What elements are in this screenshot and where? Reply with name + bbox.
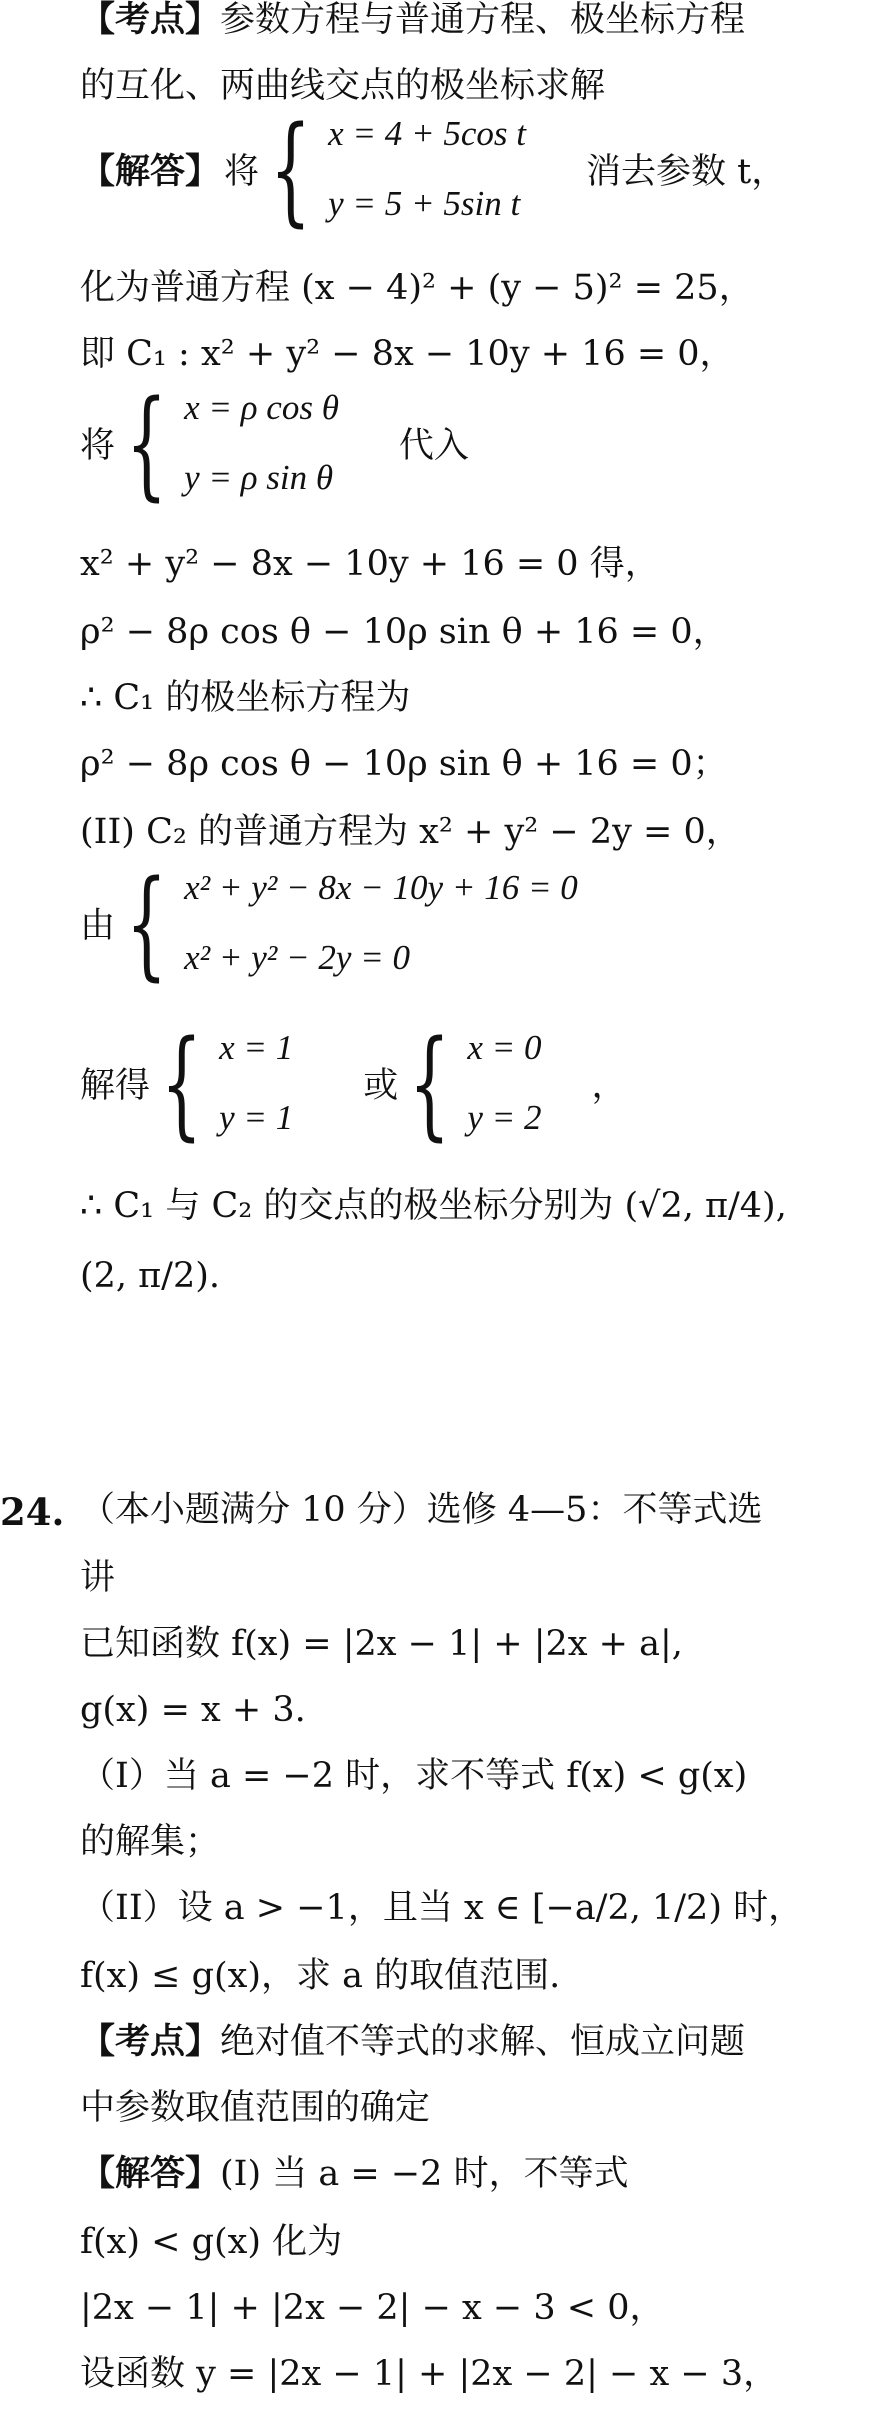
- sys-eq-2: x² + y² − 2y = 0: [184, 938, 411, 977]
- given-function-g: g(x) = x + 3.: [80, 1690, 306, 1730]
- sub-eq-y: y = ρ sin θ: [184, 458, 334, 497]
- jieda-24-line-3: |2x − 1| + |2x − 2| − x − 3 < 0，: [80, 2288, 665, 2328]
- question-number: 24.: [0, 1490, 65, 1534]
- kaodian-tag: 【考点】: [80, 0, 221, 40]
- jieda-24-tag: 【解答】: [80, 2153, 221, 2194]
- part-two-2: f(x) ≤ g(x)，求 a 的取值范围.: [80, 1956, 561, 1996]
- sys-eq-1: x² + y² − 8x − 10y + 16 = 0: [184, 868, 578, 907]
- rho-equation-line-2: ρ² − 8ρ cos θ − 10ρ sin θ + 16 = 0；: [80, 744, 728, 784]
- substitute-text: 代入: [398, 426, 469, 466]
- substitution-system: [80, 374, 469, 512]
- part-one-2: 的解集；: [80, 1822, 221, 1862]
- jieda-24-text: (I) 当 a = −2 时，不等式: [220, 2154, 629, 2194]
- or-word: 或: [363, 1066, 399, 1106]
- sol-a-x: x = 1: [219, 1028, 294, 1067]
- param-equations: [328, 114, 526, 224]
- left-brace-icon: {: [160, 1014, 203, 1152]
- intersection-line-2: (2, π/2).: [80, 1256, 221, 1296]
- substitution-word: 将: [80, 426, 116, 466]
- param-eq-y: y = 5 + 5sin t: [328, 184, 521, 223]
- normal-equation-line: 化为普通方程 (x − 4)² + (y − 5)² = 25，: [80, 268, 754, 308]
- given-function-f: 已知函数 f(x) = |2x − 1| + |2x + a|,: [80, 1624, 683, 1664]
- sol-a-y: y = 1: [219, 1098, 294, 1137]
- intersection-equations: [184, 868, 578, 978]
- you-word: 由: [80, 906, 116, 946]
- left-brace-icon: {: [409, 1014, 451, 1152]
- solve-word: 解得: [80, 1066, 151, 1106]
- jieda-24-line: [80, 2154, 863, 2194]
- left-brace-icon: {: [125, 854, 168, 992]
- jieda-word: 将: [224, 152, 260, 192]
- c1-equation-line: 即 C₁ : x² + y² − 8x − 10y + 16 = 0，: [80, 334, 735, 374]
- rho-equation-line: ρ² − 8ρ cos θ − 10ρ sin θ + 16 = 0，: [80, 612, 728, 652]
- sub-eq-x: x = ρ cos θ: [184, 388, 339, 427]
- kaodian-24-line: [80, 2022, 863, 2062]
- sol-b-x: x = 0: [467, 1028, 542, 1067]
- kaodian-line: [80, 0, 863, 40]
- jieda-24-line-2: f(x) < g(x) 化为: [80, 2222, 343, 2262]
- kaodian-24-text: 绝对值不等式的求解、恒成立问题: [220, 2022, 746, 2062]
- substitution-equations: [184, 388, 339, 498]
- c2-line: (II) C₂ 的普通方程为 x² + y² − 2y = 0，: [80, 812, 741, 852]
- solution-comma: ，: [591, 1066, 627, 1106]
- sol-b-y: y = 2: [467, 1098, 542, 1137]
- eliminate-text: 消去参数 t，: [586, 152, 787, 192]
- left-brace-icon: {: [125, 374, 168, 512]
- solution-system: [80, 1014, 627, 1152]
- kaodian-24-line-2: 中参数取值范围的确定: [80, 2088, 431, 2128]
- param-system: [80, 100, 787, 238]
- solution-b: [467, 1028, 541, 1138]
- param-eq-x: x = 4 + 5cos t: [328, 114, 527, 153]
- part-one: （I）当 a = −2 时，求不等式 f(x) < g(x): [80, 1756, 748, 1796]
- intersection-system: [80, 854, 578, 992]
- jieda-24-line-4: 设函数 y = |2x − 1| + |2x − 2| − x − 3，: [80, 2354, 779, 2394]
- kaodian-line-2: 的互化、两曲线交点的极坐标求解: [80, 66, 606, 106]
- kaodian-24-tag: 【考点】: [80, 2021, 221, 2062]
- solution-a: [219, 1028, 293, 1138]
- jieda-tag: 【解答】: [80, 151, 221, 192]
- question-header: （本小题满分 10 分）选修 4—5：不等式选: [80, 1490, 763, 1530]
- polar-label-line: ∴ C₁ 的极坐标方程为: [80, 678, 411, 718]
- get-line: x² + y² − 8x − 10y + 16 = 0 得，: [80, 544, 660, 584]
- question-header-2: 讲: [80, 1558, 116, 1598]
- part-two: （II）设 a > −1，且当 x ∈ [−a/2, 1/2) 时，: [80, 1888, 804, 1928]
- kaodian-text: 参数方程与普通方程、极坐标方程: [220, 0, 746, 40]
- left-brace-icon: {: [269, 100, 312, 238]
- intersection-line: ∴ C₁ 与 C₂ 的交点的极坐标分别为 (√2, π/4),: [80, 1186, 787, 1226]
